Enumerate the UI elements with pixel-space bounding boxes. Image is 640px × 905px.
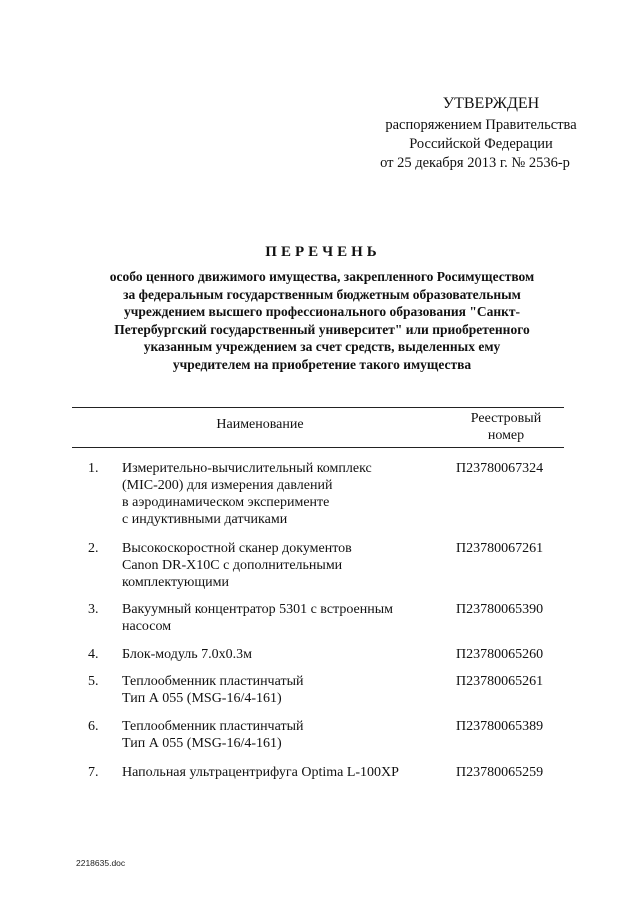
row-number: 6. [88, 719, 99, 734]
row-registry-number: П23780067261 [456, 541, 544, 556]
row-name-line: с индуктивными датчиками [122, 512, 288, 527]
row-number: 7. [88, 765, 99, 780]
row-name-line: Высокоскоростной сканер документов [122, 541, 352, 556]
row-name-line: Напольная ультрацентрифуга Optima L-100XP [122, 765, 399, 780]
row-name-line: Блок-модуль 7.0х0.3м [122, 647, 252, 662]
footer-document-code: 2218635.doc [76, 858, 126, 868]
row-registry-number: П23780065261 [456, 674, 544, 689]
row-number: 4. [88, 647, 99, 662]
row-registry-number: П23780065389 [456, 719, 544, 734]
document-title: ПЕРЕЧЕНЬ [265, 244, 381, 260]
subtitle-line: за федеральным государственным бюджетным образовательным [123, 286, 521, 302]
column-header-registry [450, 410, 562, 444]
row-name-line: Измерительно-вычислительный комплекс [122, 461, 372, 476]
row-name-line: Вакуумный концентратор 5301 с встроенным [122, 602, 393, 617]
approval-heading: УТВЕРЖДЕН [442, 95, 540, 112]
column-header-name: Наименование [216, 417, 304, 432]
subtitle-line: Петербургский государственный университет" или приобретенного [114, 321, 530, 337]
approval-block [330, 94, 620, 173]
row-name-line: Тип А 055 (MSG-16/4-161) [122, 736, 282, 751]
row-name-line: Canon DR-X10C с дополнительными [122, 558, 343, 573]
row-number: 2. [88, 541, 99, 556]
table-header-rule [72, 447, 564, 448]
row-name-line: в аэродинамическом эксперименте [122, 495, 330, 510]
row-name [122, 646, 452, 663]
row-name [122, 673, 452, 707]
table-top-rule [72, 407, 564, 408]
approval-line-1: распоряжением Правительства [385, 117, 577, 133]
subtitle-line: учредителем на приобретение такого имущества [172, 356, 472, 372]
row-name [122, 540, 452, 591]
row-name-line: Теплообменник пластинчатый [122, 719, 304, 734]
row-name [122, 460, 452, 528]
row-registry-number: П23780065259 [456, 765, 544, 780]
row-number: 5. [88, 674, 99, 689]
row-registry-number: П23780065390 [456, 602, 544, 617]
row-name-line: Тип А 055 (MSG-16/4-161) [122, 691, 282, 706]
document-subtitle [72, 268, 572, 374]
row-name-line: (MIC-200) для измерения давлений [122, 478, 333, 493]
row-number: 3. [88, 602, 99, 617]
column-header-registry-line: номер [487, 428, 525, 443]
row-number: 1. [88, 461, 99, 476]
row-name [122, 718, 452, 752]
column-header-registry-line: Реестровый [470, 411, 542, 426]
approval-line-2: Российской Федерации [409, 136, 553, 152]
row-name [122, 764, 452, 781]
row-name-line: насосом [122, 619, 172, 634]
row-registry-number: П23780067324 [456, 461, 544, 476]
row-name [122, 601, 452, 635]
subtitle-line: учреждением высшего профессионального образования "Санкт- [123, 304, 521, 320]
row-name-line: комплектующими [122, 575, 230, 590]
subtitle-line: особо ценного движимого имущества, закрепленного Росимуществом [109, 269, 535, 284]
approval-line-3: от 25 декабря 2013 г. № 2536-р [380, 155, 570, 171]
subtitle-line: указанным учреждением за счет средств, выделенных ему [143, 339, 501, 355]
row-registry-number: П23780065260 [456, 647, 544, 662]
row-name-line: Теплообменник пластинчатый [122, 674, 304, 689]
